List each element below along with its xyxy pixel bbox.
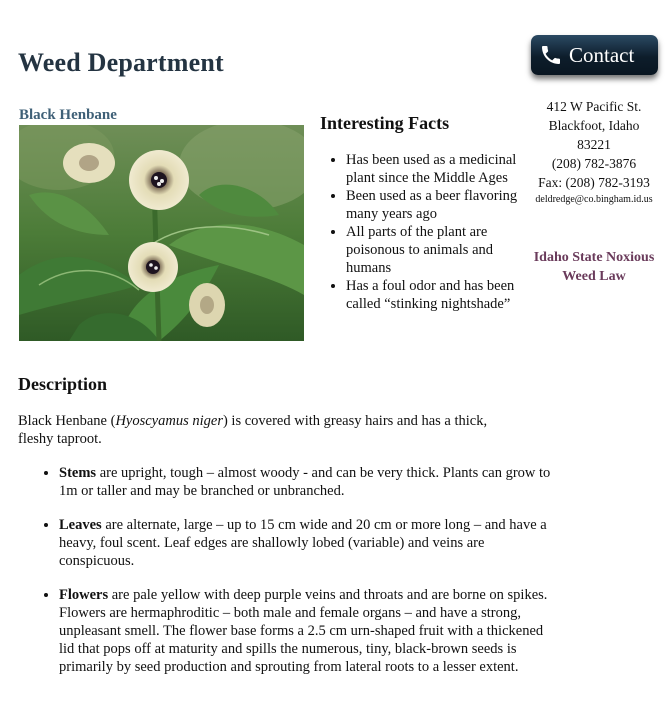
list-item: [59, 516, 559, 570]
address-phone: (208) 782-3876: [551, 156, 637, 171]
page-title: Weed Department: [18, 48, 224, 77]
contact-button[interactable]: [531, 35, 658, 75]
intro-text: ) is covered with greasy hairs and has a thick, fleshy taproot.: [18, 413, 488, 447]
item-text: are upright, tough – almost woody - and can be very thick. Plants can grow to 1m or taller and may be branched or unbranched.: [59, 465, 551, 499]
plant-name: Black Henbane: [19, 107, 117, 123]
fact-item: • Been used as a beer flavoring many years ago: [346, 187, 541, 223]
item-term: Stems: [59, 465, 97, 481]
item-text: are pale yellow with deep purple veins and throats and are borne on spikes. Flowers are hermaphroditic – both male and female organs – and have a strong, unpleasant smell. The flower base forms a 2.5 cm urn-shaped fruit with a thickened lid that pops off at maturity and spills the numerous, tiny, black-brown seeds is primarily by seed production and sprouting from lateral roots to a lesser extent.: [59, 587, 548, 675]
description-intro: [18, 412, 513, 448]
list-item: [59, 586, 559, 676]
noxious-weed-law-link[interactable]: Idaho State Noxious Weed Law: [533, 250, 655, 284]
item-text: are alternate, large – up to 15 cm wide and 20 cm or more long – and have a heavy, foul scent. Leaf edges are shallowly lobed (variable) and veins are conspicuous.: [59, 517, 547, 569]
contact-label: Contact: [569, 42, 635, 67]
address-city: Blackfoot, Idaho: [548, 118, 640, 133]
phone-icon: [538, 42, 564, 68]
list-item: [59, 464, 559, 500]
black-henbane-photo: [19, 125, 304, 341]
intro-text: Black Henbane (: [18, 413, 116, 429]
fact-item: • All parts of the plant are poisonous to animals and humans: [346, 223, 541, 277]
address-street: 412 W Pacific St.: [546, 99, 642, 114]
address-block: [521, 97, 667, 207]
description-heading: Description: [18, 374, 107, 394]
email-link[interactable]: deldredge@co.bingham.id.us: [535, 194, 653, 205]
fact-item: • Has a foul odor and has been called “stinking nightshade”: [346, 277, 541, 313]
fact-item: • Has been used as a medicinal plant since the Middle Ages: [346, 151, 541, 187]
description-list: [18, 464, 559, 692]
address-fax: Fax: (208) 782-3193: [538, 175, 650, 190]
item-term: Flowers: [59, 587, 109, 603]
scientific-name: Hyoscyamus niger: [115, 413, 223, 429]
facts-heading: Interesting Facts: [320, 113, 450, 133]
item-term: Leaves: [59, 517, 102, 533]
address-zip: 83221: [577, 137, 611, 152]
facts-list: [320, 151, 541, 313]
